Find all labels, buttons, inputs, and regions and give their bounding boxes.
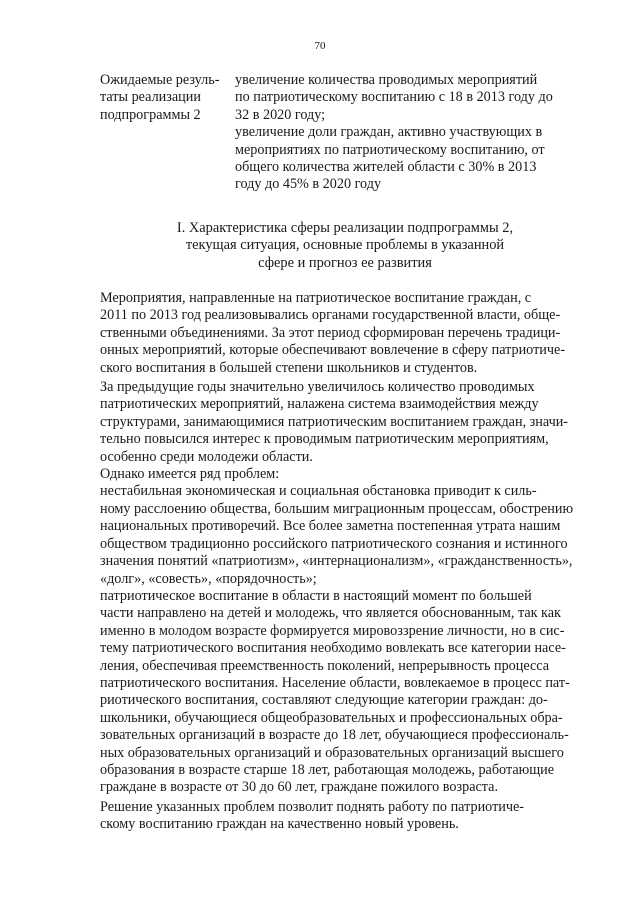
paragraph: нестабильная экономическая и социальная обстановка приводит к силь- ному расслоению общества, большим миграционным процессам, обострению национальных противоречий. Все более заметна постепенная утрата нашим обществом традиционно российского патриотического сознания и истинного значения понятий «патриотизм», «интернационализм», «гражданственность», «долг», «совесть», «порядочность»; bbox=[100, 483, 574, 587]
passport-label: Ожидаемые резуль- таты реализации подпрограммы 2 bbox=[100, 72, 220, 123]
section-title: I. Характеристика сферы реализации подпрограммы 2, текущая ситуация, основные проблемы в указанной сфере и прогноз ее развития bbox=[176, 220, 514, 271]
passport-value-item: увеличение доли граждан, активно участвующих в мероприятиях по патриотическому воспитанию, от общего количества жителей области с 30% в 2013 году до 45% в 2020 году bbox=[235, 124, 545, 193]
body-text bbox=[100, 290, 596, 834]
passport-value bbox=[235, 72, 590, 194]
paragraph: Однако имеется ряд проблем: bbox=[100, 466, 280, 483]
page-number: 70 bbox=[314, 40, 326, 52]
paragraph: патриотическое воспитание в области в настоящий момент по большей части направлено на детей и молодежь, что является обоснованным, так как именно в молодом возрасте формируется мировоззрение личности, но в сис- тему патриотического воспитания необходимо вовлекать все категории насе- ления, обеспечивая преемственность поколений, непрерывность процесса патриотического воспитания. Население области, вовлекаемое в процесс пат- риотического воспитания, составляют следующие категории граждан: до- школьники, обучающиеся общеобразовательных и профессиональных обра- зовательных организаций в возрасте до 18 лет, обучающиеся профессиональ- ных образовательных организаций и образовательных организаций высшего образования в возрасте старше 18 лет, работающая молодежь, работающие граждане в возрасте от 30 до 60 лет, граждане пожилого возраста. bbox=[100, 587, 570, 796]
paragraph: Мероприятия, направленные на патриотическое воспитание граждан, с 2011 по 2013 год реализовывались органами государственной власти, обще- ственными объединениями. За этот период сформирован перечень традици- онных мероприятий, которые обеспечивают вовлечение в сферу патриотиче- ского воспитания в большей степени школьников и студентов. bbox=[100, 290, 566, 376]
paragraph: Решение указанных проблем позволит поднять работу по патриотиче- скому воспитанию граждан на качественно новый уровень. bbox=[100, 798, 525, 833]
paragraph: За предыдущие годы значительно увеличилось количество проводимых патриотических мероприятий, налажена система взаимодействия между структурами, занимающимися патриотическим воспитанием граждан, значи- тельно повысился интерес к проводимым патриотическим мероприятиям, особенно среди молодежи области. bbox=[100, 379, 569, 465]
passport-value-item: увеличение количества проводимых мероприятий по патриотическому воспитанию с 18 в 2013 году до 32 в 2020 году; bbox=[235, 72, 553, 123]
passport-row bbox=[100, 72, 590, 194]
